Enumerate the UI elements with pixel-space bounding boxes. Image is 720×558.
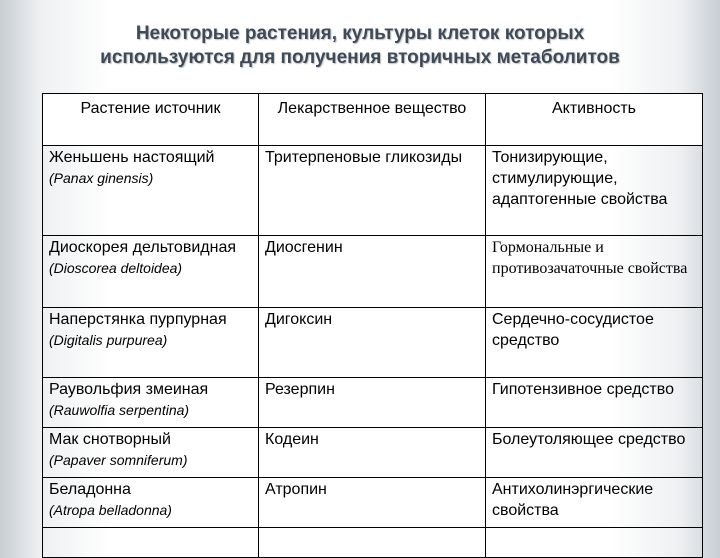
drug-cell [259,528,486,558]
header-activity: Активность [486,94,703,146]
plant-name: Женьшень настоящий [49,149,215,166]
drug-cell: Дигоксин [259,308,486,378]
table-row [43,236,703,308]
plant-cell [43,528,259,558]
plants-table [42,93,703,558]
plant-cell [43,308,259,378]
table-row [43,146,703,236]
drug-cell: Тритерпеновые гликозиды [259,146,486,236]
slide-title-line-1: Некоторые растения, культуры клеток которых [135,23,585,44]
activity-cell: Тонизирующие, стимулирующие, адаптогенные свойства [486,146,703,236]
plant-cell [43,478,259,528]
table-row [43,378,703,428]
plant-latin-name: (Digitalis purpurea) [49,332,168,348]
slide-title-line-2: используются для получения вторичных метаболитов [100,47,620,68]
table-row [43,428,703,478]
header-plant-source: Растение источник [43,94,259,146]
activity-cell: Сердечно-сосудистое средство [486,308,703,378]
drug-cell: Кодеин [259,428,486,478]
plant-cell [43,428,259,478]
plant-latin-name: (Dioscorea deltoidea) [49,260,183,276]
plant-cell [43,378,259,428]
table-header-row [43,94,703,146]
plant-cell [43,146,259,236]
table-row-cut-off [43,528,703,558]
plant-cell [43,236,259,308]
activity-cell: Гипотензивное средство [486,378,703,428]
table-row [43,478,703,528]
activity-cell: Болеутоляющее средство [486,428,703,478]
plant-latin-name: (Papaver somniferum) [49,452,188,468]
header-drug: Лекарственное вещество [259,94,486,146]
plant-name: Диоскорея дельтовидная [49,239,236,256]
activity-cell [486,528,703,558]
drug-cell: Резерпин [259,378,486,428]
activity-cell: Гормональные и противозачаточные свойства [486,236,703,308]
plant-name: Беладонна [49,481,131,498]
plant-latin-name: (Atropa belladonna) [49,502,172,518]
table-row [43,308,703,378]
plant-latin-name: (Rauwolfia serpentina) [49,402,190,418]
slide-title [0,22,720,70]
plant-name: Мак снотворный [49,431,171,448]
plant-name: Наперстянка пурпурная [49,311,227,328]
drug-cell: Атропин [259,478,486,528]
plant-latin-name: (Panax ginensis) [49,170,154,186]
plant-name: Раувольфия змеиная [49,381,209,398]
activity-cell: Антихолинэргические свойства [486,478,703,528]
drug-cell: Диосгенин [259,236,486,308]
